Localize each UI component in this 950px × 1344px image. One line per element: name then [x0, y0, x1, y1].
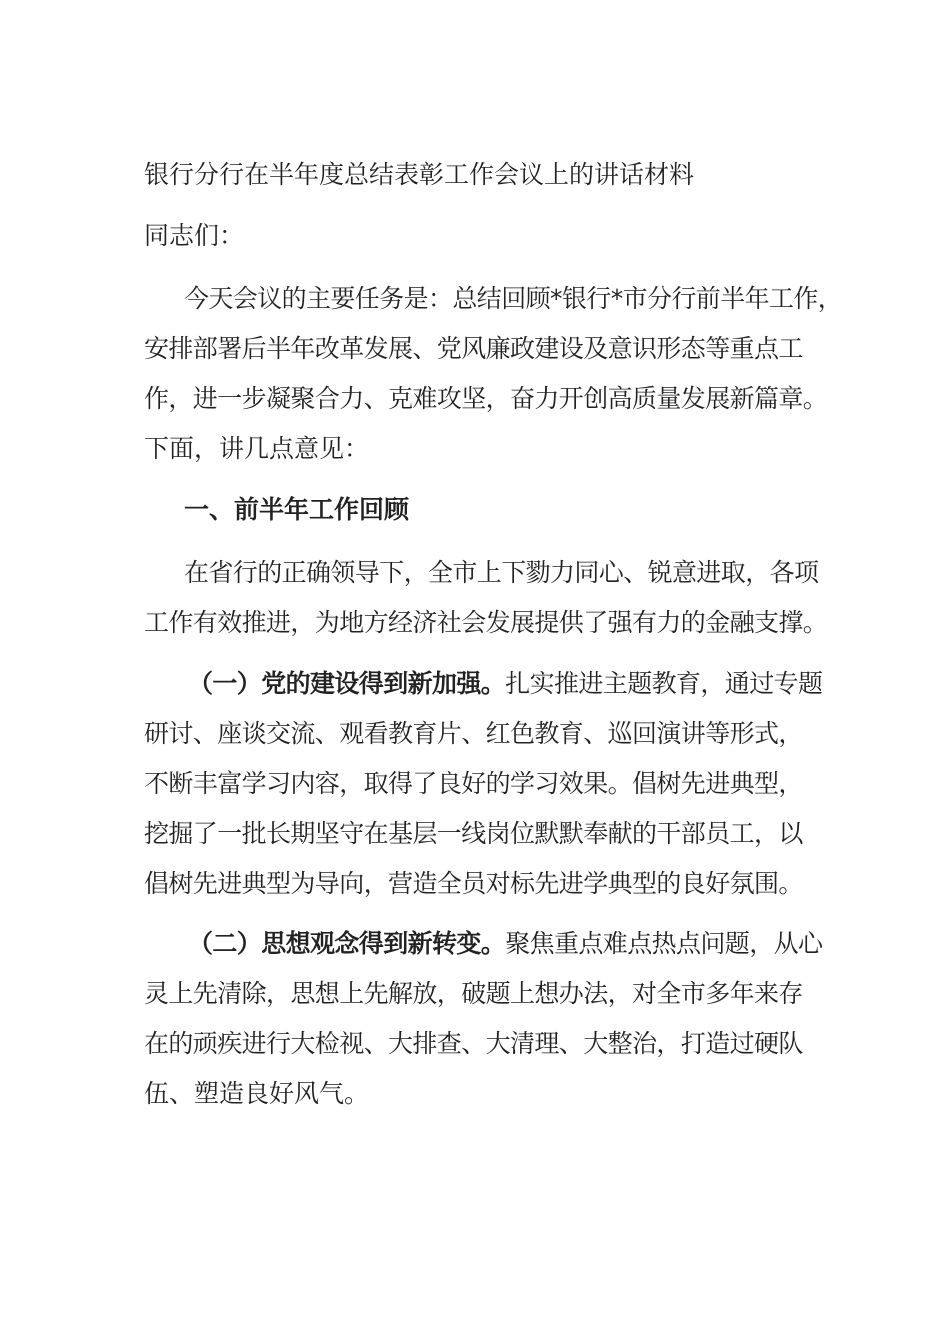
intro-line-3: 作，进一步凝聚合力、克难攻坚，奋力开创高质量发展新篇章。: [144, 384, 828, 413]
item1-line-4: 挖掘了一批长期坚守在基层一线岗位默默奉献的干部员工，以: [144, 819, 803, 848]
salutation: 同志们：: [144, 221, 245, 250]
section1-body-line-2: 工作有效推进，为地方经济社会发展提供了强有力的金融支撑。: [144, 608, 828, 637]
item1-first-line: [188, 668, 822, 700]
item1-heading: （一）党的建设得到新加强。: [188, 669, 506, 698]
document-title: 银行分行在半年度总结表彰工作会议上的讲话材料: [144, 160, 695, 189]
item2-line-4: 伍、塑造良好风气。: [144, 1079, 370, 1108]
intro-line-1: 今天会议的主要任务是：总结回顾*银行*市分行前半年工作，: [184, 284, 843, 313]
section-heading-1: 一、前半年工作回顾: [184, 495, 410, 524]
item2-first-line: [188, 928, 822, 960]
item1-line-3: 不断丰富学习内容，取得了良好的学习效果。倡树先进典型，: [144, 769, 803, 798]
item2-line-3: 在的顽疾进行大检视、大排查、大清理、大整治，打造过硬队: [144, 1029, 803, 1058]
item1-line-2: 研讨、座谈交流、观看教育片、红色教育、巡回演讲等形式，: [144, 719, 803, 748]
item2-line-2: 灵上先清除，思想上先解放，破题上想办法，对全市多年来存: [144, 979, 803, 1008]
section1-body-line-1: 在省行的正确领导下，全市上下勠力同心、锐意进取，各项: [184, 558, 819, 587]
item2-heading: （二）思想观念得到新转变。: [188, 929, 506, 958]
intro-line-4: 下面，讲几点意见：: [144, 434, 370, 463]
item1-first-line-rest: 扎实推进主题教育，通过专题: [505, 669, 823, 698]
item2-first-line-rest: 聚焦重点难点热点问题，从心: [505, 929, 823, 958]
item1-line-5: 倡树先进典型为导向，营造全员对标先进学典型的良好氛围。: [144, 869, 803, 898]
intro-line-2: 安排部署后半年改革发展、党风廉政建设及意识形态等重点工: [144, 334, 803, 363]
